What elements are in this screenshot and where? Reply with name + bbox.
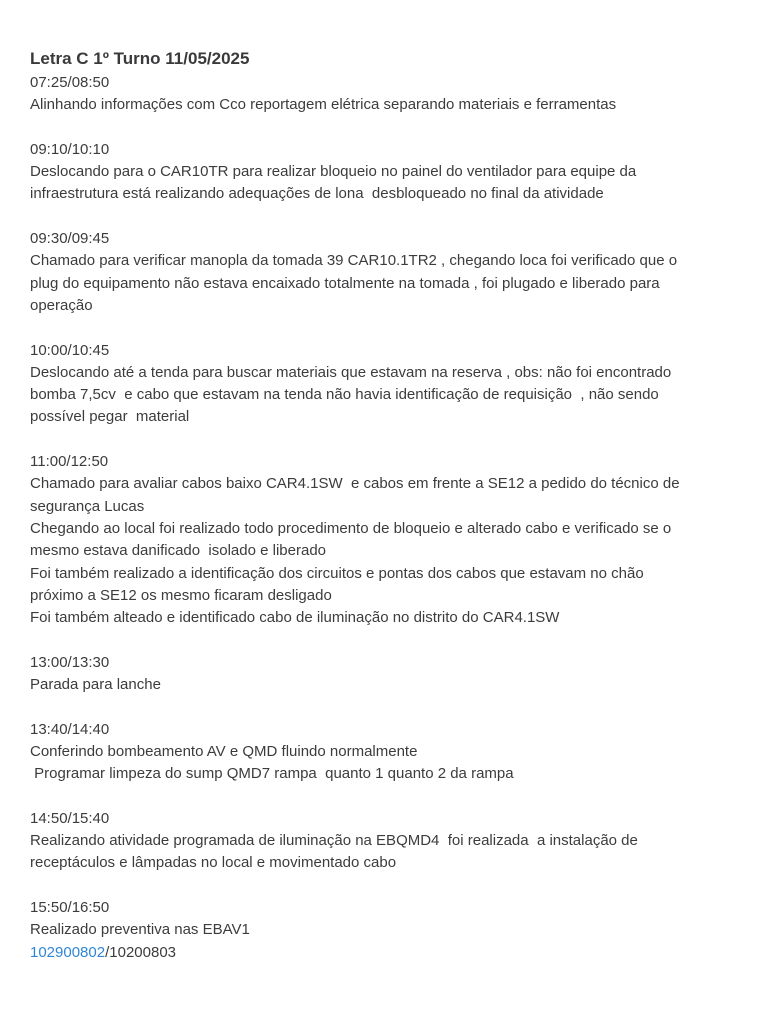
blank-line <box>30 317 742 339</box>
blank-line <box>30 206 742 228</box>
entry-text-line: Foi também alteado e identificado cabo de iluminação no distrito do CAR4.1SW <box>30 609 560 627</box>
entry-text-line: bomba 7,5cv e cabo que estavam na tenda não havia identificação de requisição , não sendo <box>30 386 659 404</box>
time-entry <box>30 139 742 206</box>
entry-text-line: Realizando atividade programada de iluminação na EBQMD4 foi realizada a instalação de <box>30 832 638 850</box>
entry-time: 14:50/15:40 <box>30 809 110 827</box>
entry-text-line: Parada para lanche <box>30 676 161 694</box>
time-entry <box>30 72 742 117</box>
time-entry <box>30 897 742 942</box>
entries-list <box>30 72 742 942</box>
blank-line <box>30 117 742 139</box>
time-entry <box>30 808 742 875</box>
entry-text-line: operação <box>30 296 93 314</box>
entry-text-line: Realizado preventiva nas EBAV1 <box>30 921 250 939</box>
final-suffix: /10200803 <box>105 943 176 961</box>
time-entry <box>30 228 742 317</box>
entry-text-line: Chamado para avaliar cabos baixo CAR4.1SW e cabos em frente a SE12 a pedido do técnico de <box>30 475 680 493</box>
note-title: Letra C 1º Turno 11/05/2025 <box>30 49 250 68</box>
entry-text-line: Deslocando para o CAR10TR para realizar bloqueio no painel do ventilador para equipe da <box>30 163 637 181</box>
entry-time: 13:00/13:30 <box>30 653 110 671</box>
entry-text-line: infraestrutura está realizando adequações de lona desbloqueado no final da atividade <box>30 185 604 203</box>
blank-line <box>30 696 742 718</box>
phone-number-link[interactable]: 102900802 <box>30 943 106 961</box>
entry-text-line: Conferindo bombeamento AV e QMD fluindo normalmente <box>30 742 418 760</box>
entry-time: 10:00/10:45 <box>30 341 110 359</box>
entry-time: 15:50/16:50 <box>30 898 110 916</box>
time-entry <box>30 340 742 429</box>
entry-text-line: próximo a SE12 os mesmo ficaram desligado <box>30 586 332 604</box>
entry-text-line: plug do equipamento não estava encaixado totalmente na tomada , foi plugado e liberado para <box>30 274 660 292</box>
entry-text-line: Chamado para verificar manopla da tomada 39 CAR10.1TR2 , chegando loca foi verificado que o <box>30 252 678 270</box>
entry-text-line: receptáculos e lâmpadas no local e movimentado cabo <box>30 854 397 872</box>
entry-text-line: possível pegar material <box>30 408 190 426</box>
entry-text-line: Foi também realizado a identificação dos circuitos e pontas dos cabos que estavam no chão <box>30 564 644 582</box>
entry-time: 11:00/12:50 <box>30 453 109 471</box>
blank-line <box>30 875 742 897</box>
entry-time: 07:25/08:50 <box>30 74 110 91</box>
entry-time: 13:40/14:40 <box>30 720 110 738</box>
entry-text-line: mesmo estava danificado isolado e liberado <box>30 542 327 560</box>
entry-text-line: Alinhando informações com Cco reportagem elétrica separando materiais e ferramentas <box>30 96 617 114</box>
entry-text-line: segurança Lucas <box>30 497 145 515</box>
entry-time: 09:30/09:45 <box>30 230 110 248</box>
time-entry <box>30 652 742 697</box>
final-line <box>30 942 742 964</box>
entry-text-line: Programar limpeza do sump QMD7 rampa quanto 1 quanto 2 da rampa <box>30 765 514 783</box>
blank-line <box>30 629 742 651</box>
time-entry <box>30 451 742 629</box>
blank-line <box>30 429 742 451</box>
entry-time: 09:10/10:10 <box>30 140 110 158</box>
time-entry <box>30 719 742 786</box>
blank-line <box>30 786 742 808</box>
entry-text-line: Deslocando até a tenda para buscar materiais que estavam na reserva , obs: não foi encontrado <box>30 363 672 381</box>
entry-text-line: Chegando ao local foi realizado todo procedimento de bloqueio e alterado cabo e verificado se o <box>30 519 672 537</box>
note-body[interactable] <box>30 46 742 964</box>
